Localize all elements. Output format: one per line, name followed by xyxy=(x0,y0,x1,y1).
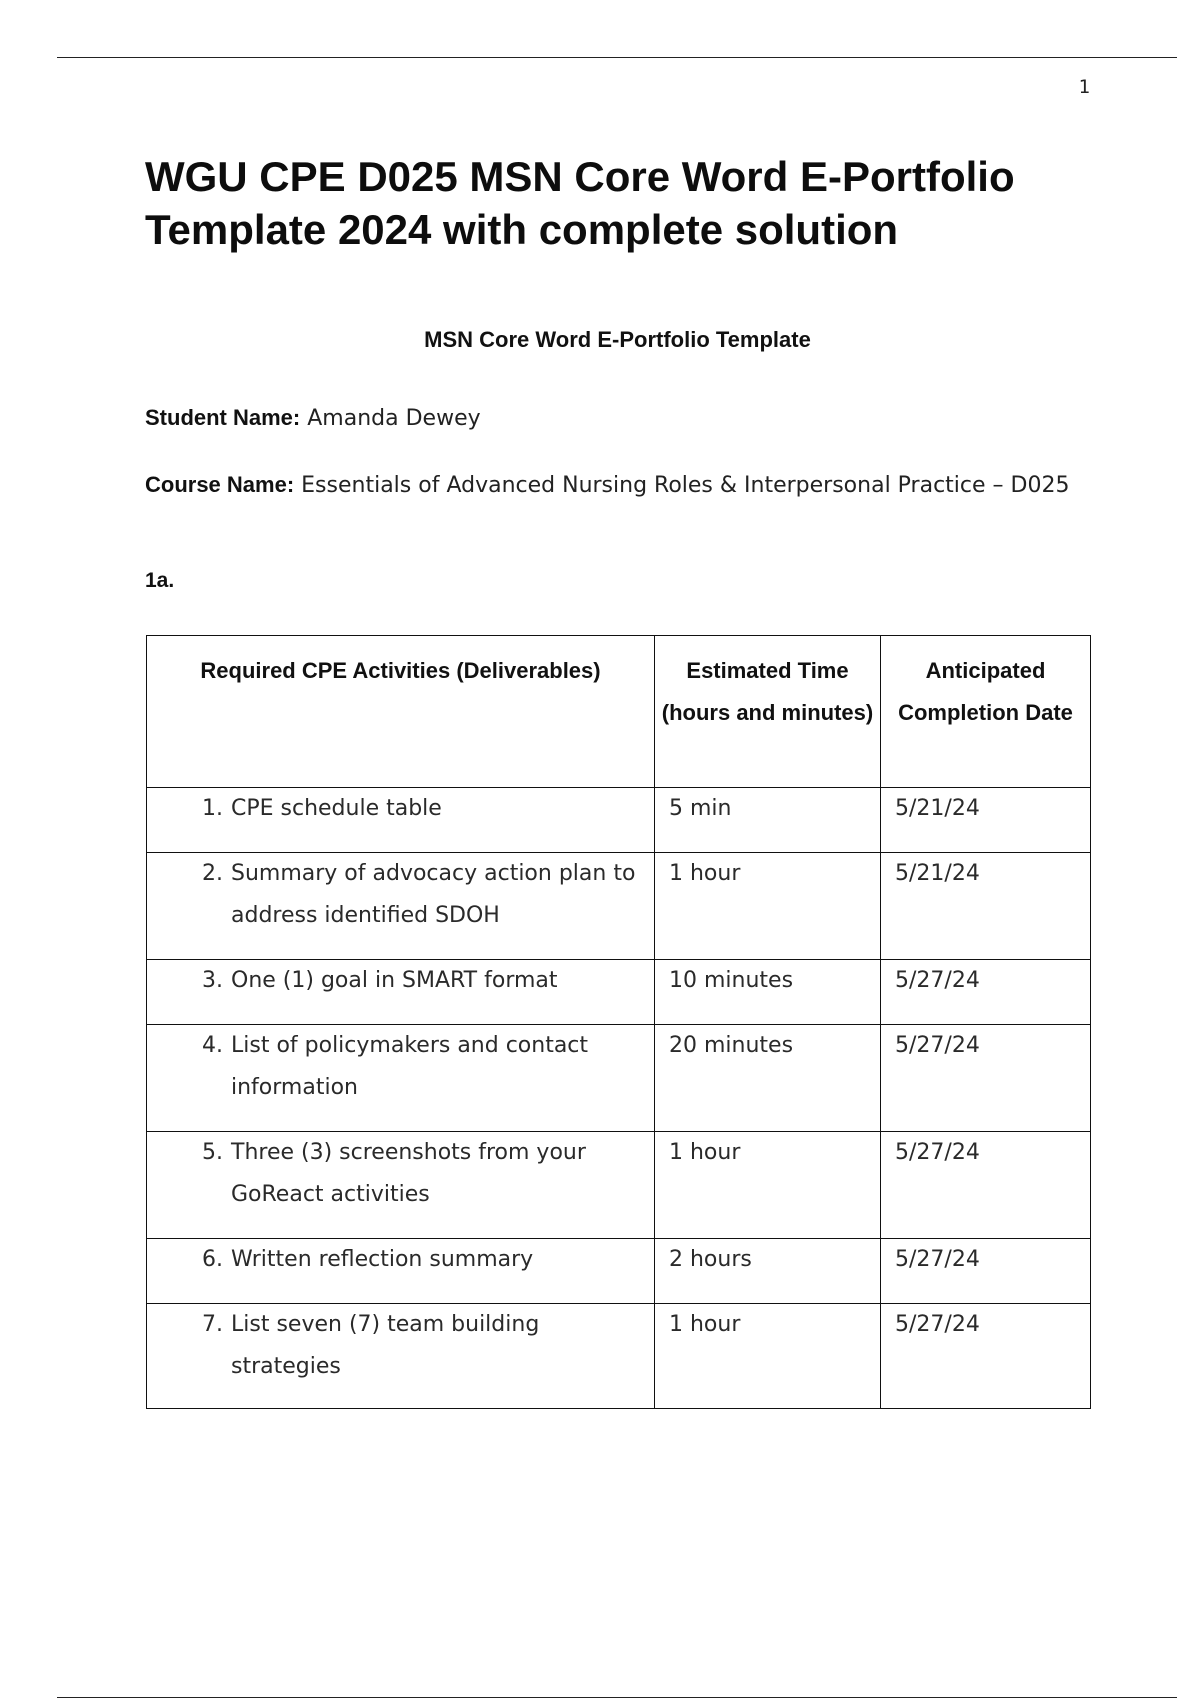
date-cell: 5/27/24 xyxy=(881,1304,1091,1409)
time-cell: 5 min xyxy=(655,788,881,853)
student-name-value: Amanda Dewey xyxy=(307,406,481,431)
cpe-schedule-table xyxy=(146,635,1091,1409)
table-row xyxy=(147,960,1091,1025)
time-cell: 10 minutes xyxy=(655,960,881,1025)
date-cell: 5/27/24 xyxy=(881,1132,1091,1239)
date-cell: 5/27/24 xyxy=(881,960,1091,1025)
activity-cell: CPE schedule table xyxy=(231,796,442,821)
time-cell: 2 hours xyxy=(655,1239,881,1304)
footer-rule xyxy=(57,1697,1177,1698)
header-estimated-time: Estimated Time (hours and minutes) xyxy=(655,636,881,788)
student-name-label: Student Name: xyxy=(145,405,301,430)
activity-cell: One (1) goal in SMART format xyxy=(231,968,558,993)
table-header-row xyxy=(147,636,1091,788)
row-number: 5. xyxy=(202,1140,223,1165)
course-name-label: Course Name: xyxy=(145,472,295,497)
table-row xyxy=(147,788,1091,853)
header-rule xyxy=(57,57,1177,58)
row-number: 3. xyxy=(202,968,223,993)
table-row xyxy=(147,1239,1091,1304)
table-row xyxy=(147,1025,1091,1132)
student-name-field xyxy=(145,404,1095,433)
template-subtitle: MSN Core Word E-Portfolio Template xyxy=(424,327,811,352)
time-cell: 1 hour xyxy=(655,1304,881,1409)
header-completion-date: Anticipated Completion Date xyxy=(881,636,1091,788)
activity-cell: Three (3) screenshots from your GoReact activities xyxy=(231,1140,586,1207)
table-row xyxy=(147,1304,1091,1409)
row-number: 4. xyxy=(202,1033,223,1058)
section-label: 1a. xyxy=(145,569,175,592)
time-cell: 1 hour xyxy=(655,853,881,960)
activity-cell: Written reflection summary xyxy=(231,1247,534,1272)
course-name-value: Essentials of Advanced Nursing Roles & Interpersonal Practice – D025 xyxy=(301,473,1070,498)
page-number: 1 xyxy=(1078,76,1090,98)
activity-cell: Summary of advocacy action plan to address identified SDOH xyxy=(231,861,636,928)
time-cell: 20 minutes xyxy=(655,1025,881,1132)
activity-cell: List seven (7) team building strategies xyxy=(231,1312,540,1379)
table-row xyxy=(147,1132,1091,1239)
time-cell: 1 hour xyxy=(655,1132,881,1239)
course-name-field xyxy=(145,471,1095,500)
date-cell: 5/27/24 xyxy=(881,1239,1091,1304)
date-cell: 5/27/24 xyxy=(881,1025,1091,1132)
activity-cell: List of policymakers and contact information xyxy=(231,1033,589,1100)
header-activities: Required CPE Activities (Deliverables) xyxy=(147,636,655,788)
date-cell: 5/21/24 xyxy=(881,788,1091,853)
row-number: 1. xyxy=(202,796,223,821)
document-title: WGU CPE D025 MSN Core Word E-Portfolio Template 2024 with complete solution xyxy=(145,153,1015,253)
date-cell: 5/21/24 xyxy=(881,853,1091,960)
row-number: 2. xyxy=(202,861,223,886)
table-row xyxy=(147,853,1091,960)
row-number: 7. xyxy=(202,1312,223,1337)
row-number: 6. xyxy=(202,1247,223,1272)
